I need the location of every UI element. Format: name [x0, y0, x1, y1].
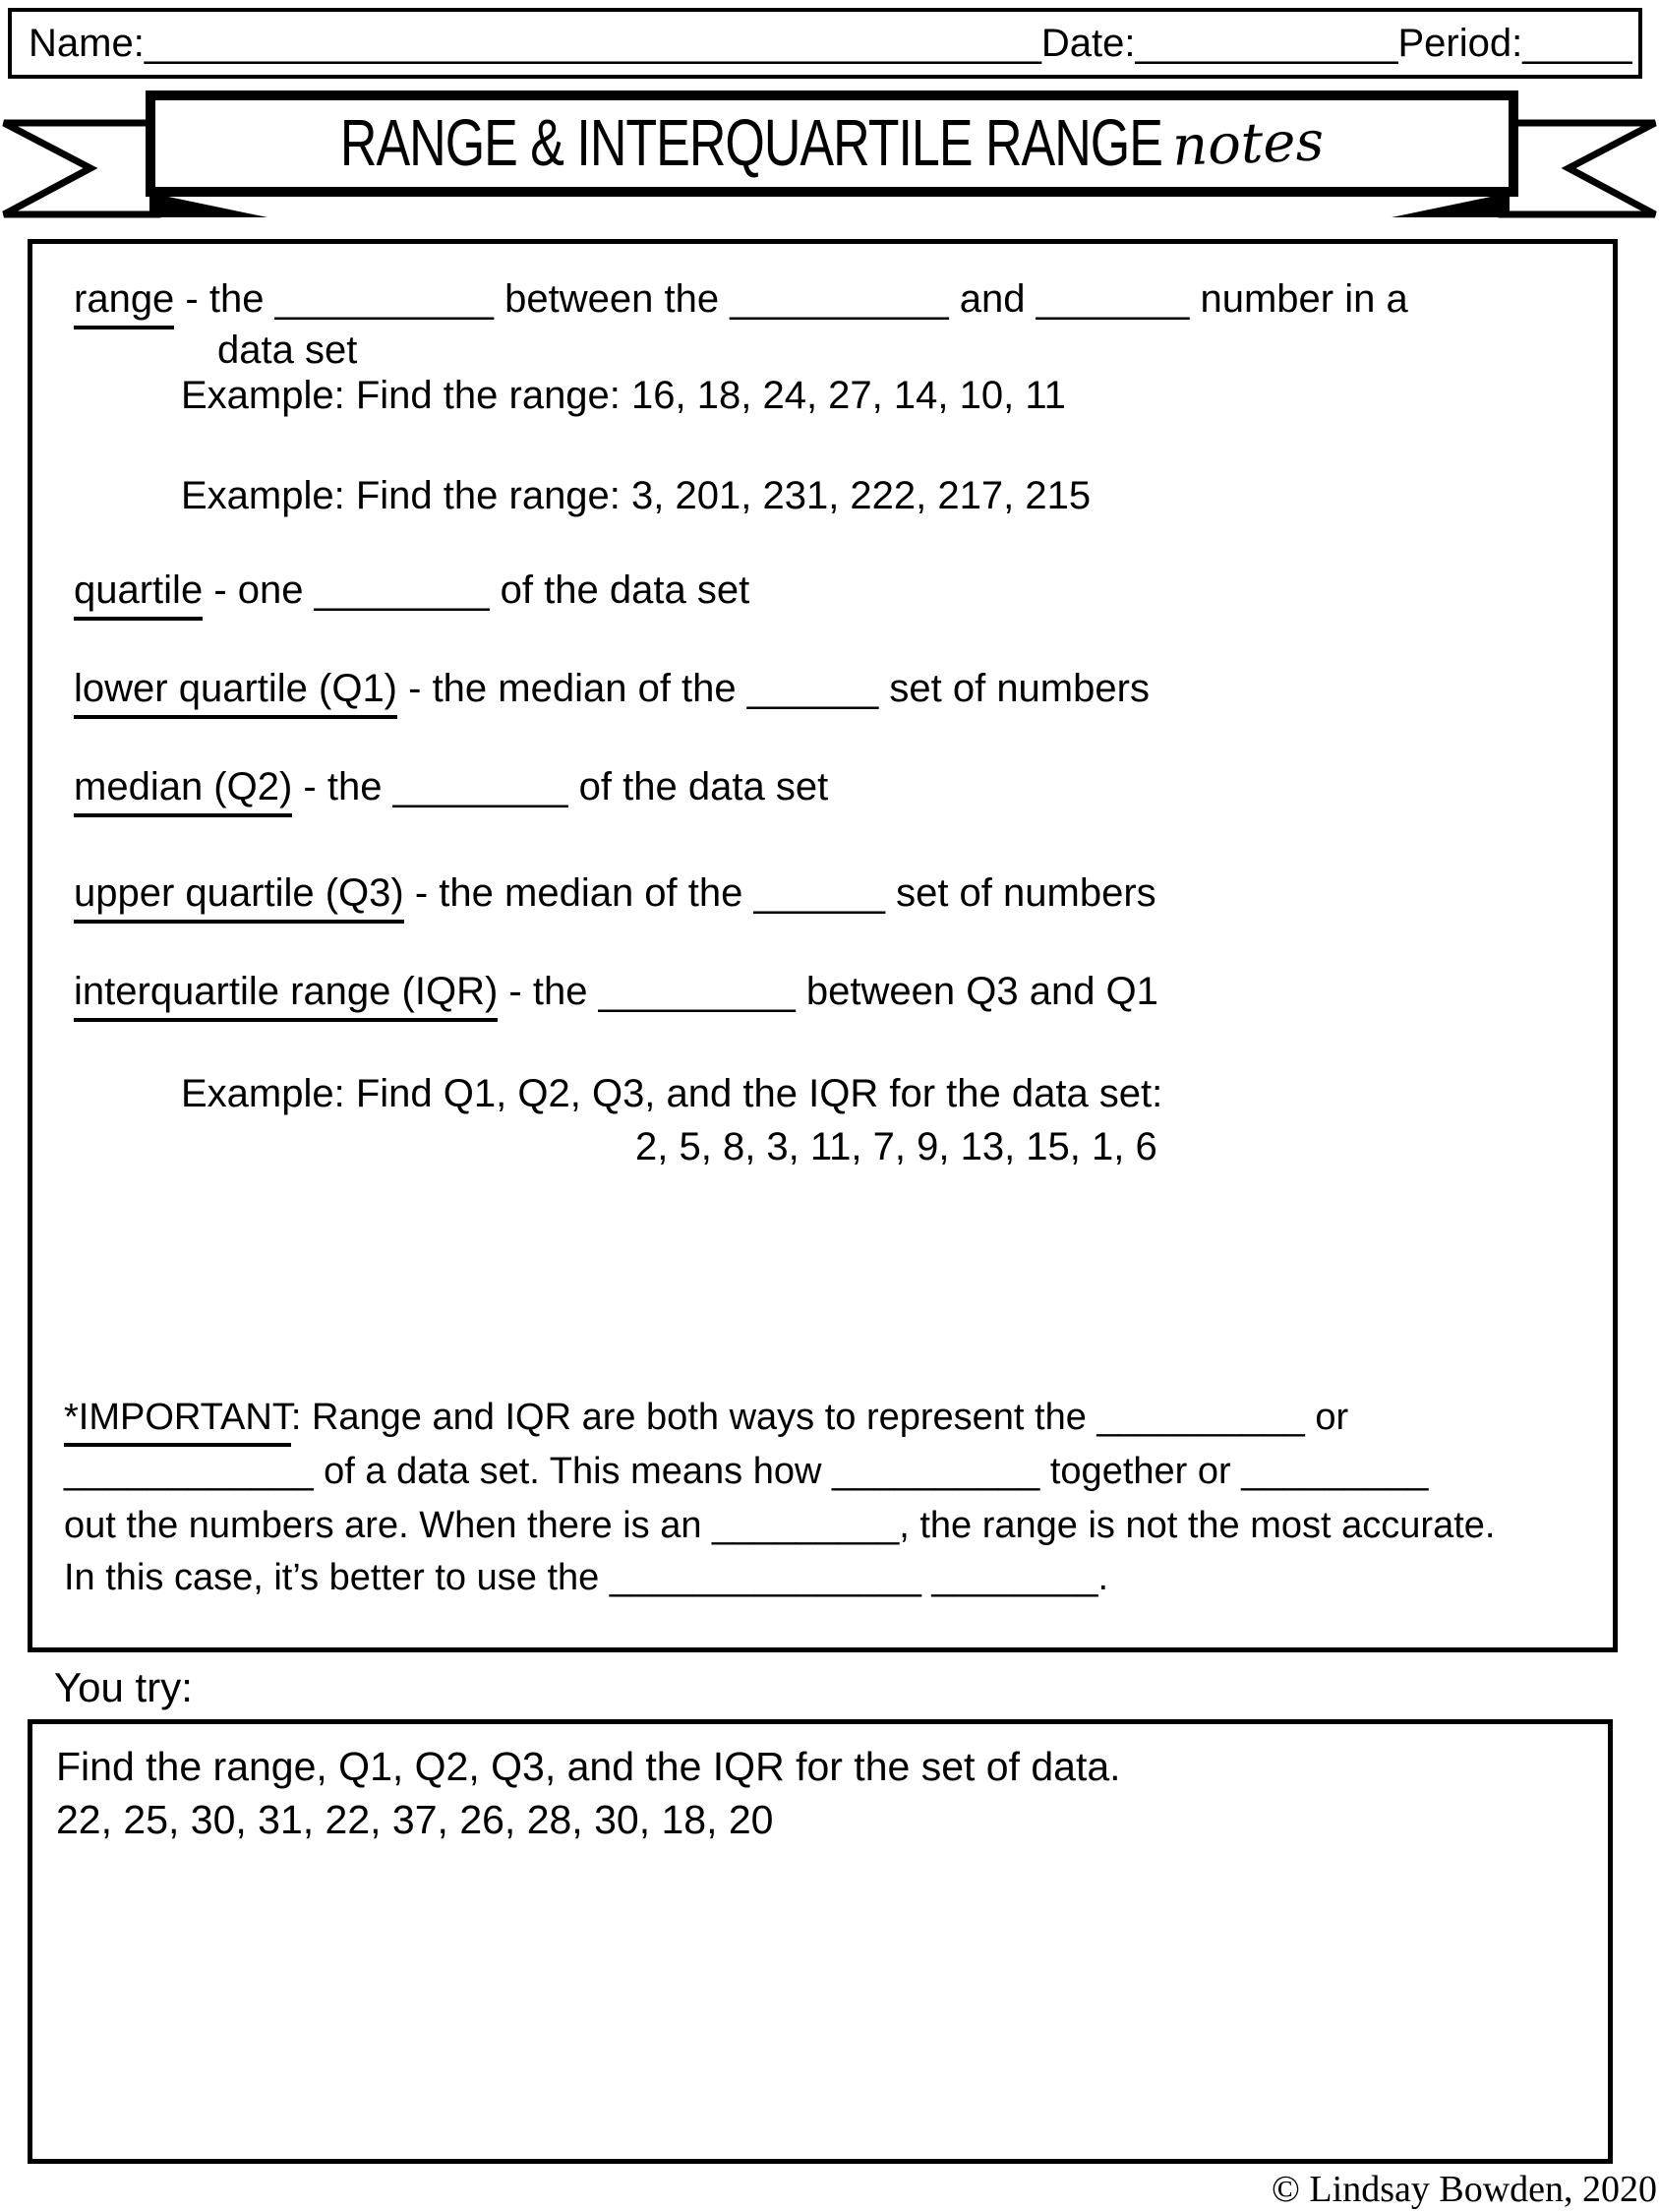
important-note-line-4: In this case, it’s better to use the _______________ ________.: [64, 1557, 1109, 1598]
period-blank: _____: [1522, 21, 1632, 65]
important-note-line-2: ____________ of a data set. This means how __________ together or _________: [64, 1451, 1429, 1492]
term-median: median (Q2): [74, 765, 292, 817]
term-range: range: [74, 277, 174, 329]
definition-quartile-text: - one ________ of the data set: [203, 568, 750, 612]
date-label: Date:: [1040, 21, 1136, 65]
example-iqr-data: 2, 5, 8, 3, 11, 7, 9, 13, 15, 1, 6: [635, 1125, 1157, 1168]
name-blank: _________________________________________: [144, 21, 1041, 65]
example-range-1: Example: Find the range: 16, 18, 24, 27, 14, 10, 11: [181, 374, 1066, 417]
definition-iqr: [74, 970, 1158, 1014]
term-lower-quartile: lower quartile (Q1): [74, 667, 397, 719]
banner-title-script: notes: [1170, 108, 1326, 179]
name-label: Name:: [29, 21, 145, 65]
copyright-text: © Lindsay Bowden, 2020: [1272, 2169, 1657, 2210]
period-label: Period:: [1397, 21, 1523, 65]
example-range-2: Example: Find the range: 3, 201, 231, 222, 217, 215: [181, 474, 1092, 517]
definition-range-text: - the __________ between the __________ and _______ number in a: [174, 277, 1408, 321]
definition-upper-quartile: [74, 871, 1156, 916]
term-upper-quartile: upper quartile (Q3): [74, 871, 404, 924]
important-line-1-text: : Range and IQR are both ways to represent the __________ or: [290, 1397, 1349, 1438]
banner-title: [150, 95, 1513, 192]
banner-title-caps: RANGE & INTERQUARTILE RANGE: [339, 106, 1162, 181]
definition-range: [74, 277, 1408, 322]
you-try-label: You try:: [54, 1664, 193, 1710]
you-try-data: 22, 25, 30, 31, 22, 37, 26, 28, 30, 18, 20: [56, 1797, 774, 1843]
definition-iqr-text: - the _________ between Q3 and Q1: [498, 970, 1158, 1013]
definition-lower-quartile-text: - the median of the ______ set of numbers: [397, 667, 1150, 710]
example-iqr-prompt: Example: Find Q1, Q2, Q3, and the IQR for the data set:: [181, 1072, 1163, 1115]
definition-lower-quartile: [74, 667, 1150, 711]
you-try-prompt: Find the range, Q1, Q2, Q3, and the IQR for the set of data.: [56, 1744, 1121, 1789]
ribbon-left-tail: [4, 123, 157, 214]
important-note-line-1: [64, 1397, 1348, 1439]
important-note-line-3: out the numbers are. When there is an _________, the range is not the most accurate.: [64, 1505, 1496, 1546]
definition-range-continuation: data set: [217, 329, 358, 372]
ribbon-right-tail: [1502, 123, 1655, 214]
date-blank: ____________: [1135, 21, 1398, 65]
you-try-box: [28, 1719, 1613, 2164]
definition-median-text: - the ________ of the data set: [292, 765, 829, 808]
definition-quartile: [74, 568, 749, 613]
title-banner: [0, 0, 1659, 231]
important-label: *IMPORTANT: [64, 1397, 291, 1447]
term-quartile: quartile: [74, 568, 203, 621]
definition-median: [74, 765, 828, 809]
term-iqr: interquartile range (IQR): [74, 970, 498, 1022]
definition-upper-quartile-text: - the median of the ______ set of numbers: [403, 871, 1156, 915]
notes-box: [28, 239, 1618, 1652]
